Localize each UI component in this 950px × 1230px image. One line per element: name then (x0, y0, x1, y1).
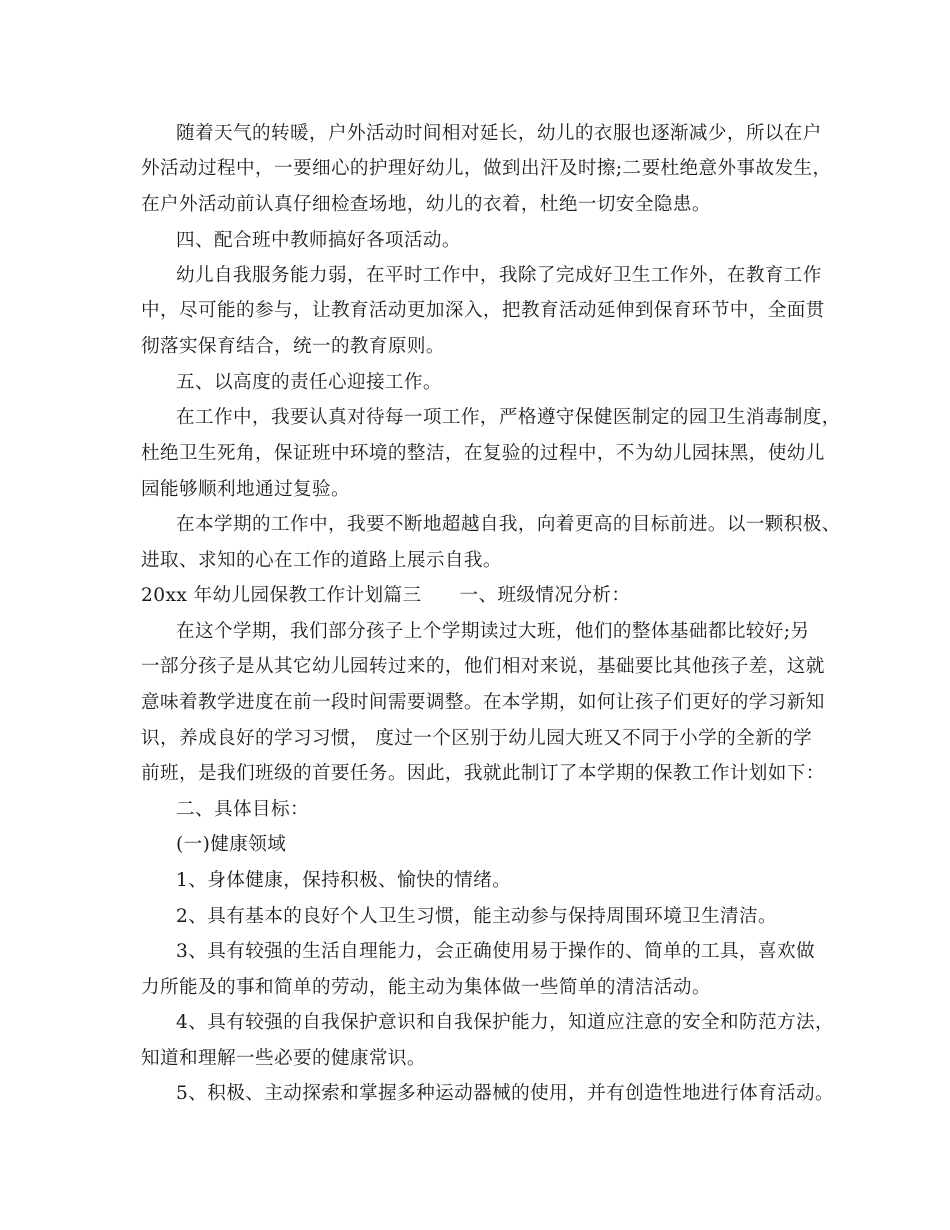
paragraph-line: 外活动过程中，一要细心的护理好幼儿，做到出汗及时擦;二要杜绝意外事故发生， (141, 158, 832, 179)
list-item: 4、具有较强的自我保护意识和自我保护能力，知道应注意的安全和防范方法， (176, 1012, 835, 1033)
paragraph-line: 一部分孩子是从其它幼儿园转过来的，他们相对来说，基础要比其他孩子差，这就 (141, 656, 825, 677)
paragraph-line: 在这个学期，我们部分孩子上个学期读过大班，他们的整体基础都比较好;另 (176, 621, 810, 642)
section-title: 20xx 年幼儿园保教工作计划篇三 一、班级情况分析： (141, 585, 631, 606)
paragraph-line: 在本学期的工作中，我要不断地超越自我，向着更高的目标前进。以一颗积极、 (176, 514, 841, 535)
section-heading: 五、以高度的责任心迎接工作。 (176, 372, 442, 393)
paragraph-line: 杜绝卫生死角，保证班中环境的整洁，在复验的过程中，不为幼儿园抹黑，使幼儿 (141, 443, 825, 464)
paragraph-line: 在户外活动前认真仔细检查场地，幼儿的衣着，杜绝一切安全隐患。 (141, 194, 711, 215)
section-heading: 四、配合班中教师搞好各项活动。 (176, 230, 461, 251)
section-heading: 二、具体目标： (176, 799, 309, 820)
paragraph-line: 幼儿自我服务能力弱，在平时工作中，我除了完成好卫生工作外，在教育工作 (176, 265, 822, 286)
list-item-continuation: 知道和理解一些必要的健康常识。 (141, 1048, 426, 1069)
list-item: 5、积极、主动探索和掌握多种运动器械的使用，并有创造性地进行体育活动。 (176, 1083, 835, 1104)
list-item: 2、具有基本的良好个人卫生习惯，能主动参与保持周围环境卫生清洁。 (176, 906, 778, 927)
paragraph-line: 前班，是我们班级的首要任务。因此，我就此制订了本学期的保教工作计划如下： (141, 763, 825, 784)
paragraph-line: 在工作中，我要认真对待每一项工作，严格遵守保健医制定的园卫生消毒制度， (176, 407, 841, 428)
list-item-continuation: 力所能及的事和简单的劳动，能主动为集体做一些简单的清洁活动。 (141, 977, 711, 998)
list-item: 3、具有较强的生活自理能力，会正确使用易于操作的、简单的工具，喜欢做 (176, 941, 816, 962)
list-item: 1、身体健康，保持积极、愉快的情绪。 (176, 870, 512, 891)
subsection-heading: (一)健康领域 (176, 834, 287, 855)
paragraph-line: 中，尽可能的参与，让教育活动更加深入，把教育活动延伸到保育环节中，全面贯 (141, 300, 825, 321)
paragraph-line: 意味着教学进度在前一段时间需要调整。在本学期，如何让孩子们更好的学习新知 (141, 692, 825, 713)
paragraph-line: 随着天气的转暖，户外活动时间相对延长，幼儿的衣服也逐渐减少，所以在户 (176, 123, 822, 144)
paragraph-line: 识，养成良好的学习习惯， 度过一个区别于幼儿园大班又不同于小学的全新的学 (141, 728, 813, 749)
paragraph-line: 彻落实保育结合，统一的教育原则。 (141, 336, 445, 357)
paragraph-line: 园能够顺利地通过复验。 (141, 479, 350, 500)
paragraph-line: 进取、求知的心在工作的道路上展示自我。 (141, 550, 502, 571)
